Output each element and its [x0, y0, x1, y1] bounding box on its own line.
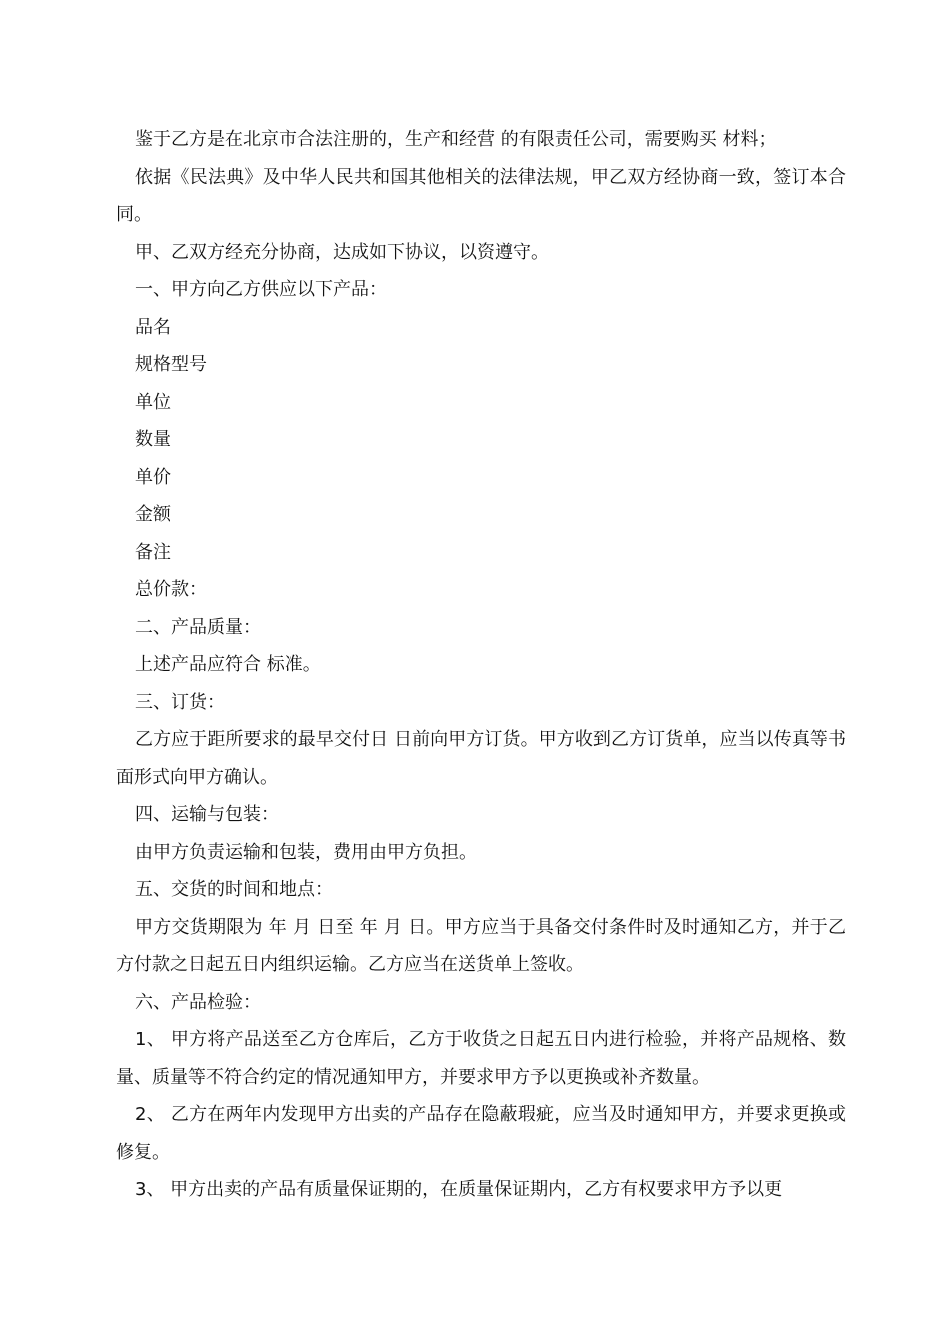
section-heading-ordering: 三、订货：: [135, 691, 225, 713]
legal-basis-paragraph: 依据《民法典》及中华人民共和国其他相关的法律法规，甲乙双方经协商一致，签订本合同。: [116, 166, 846, 225]
ordering-paragraph: 乙方应于距所要求的最早交付日 日前向甲方订货。甲方收到乙方订货单，应当以传真等书面形式向甲方确认。: [116, 729, 846, 788]
product-field-spec: 规格型号: [135, 354, 207, 375]
clause-intro-paragraph: 鉴于乙方是在北京市合法注册的，生产和经营 的有限责任公司，需要购买 材料；: [135, 129, 777, 150]
section-heading-quality: 二、产品质量：: [135, 616, 261, 638]
section-heading-inspection: 六、产品检验：: [135, 991, 261, 1013]
product-field-remarks: 备注: [135, 541, 171, 563]
product-field-name: 品名: [135, 316, 171, 338]
quality-paragraph: 上述产品应符合 标准。: [135, 654, 321, 675]
contract-body: [116, 121, 846, 1209]
agreement-paragraph: 甲、乙双方经充分协商，达成如下协议，以资遵守。: [135, 241, 549, 263]
product-field-amount: 金额: [135, 504, 171, 525]
section-heading-transport: 四、运输与包装：: [135, 804, 279, 825]
section-heading-delivery: 五、交货的时间和地点：: [135, 879, 333, 900]
total-price-line: 总价款：: [135, 579, 207, 600]
inspection-item-2: 2、 乙方在两年内发现甲方出卖的产品存在隐蔽瑕疵，应当及时通知甲方，并要求更换或修复。: [116, 1104, 846, 1163]
delivery-paragraph: 甲方交货期限为 年 月 日至 年 月 日。甲方应当于具备交付条件时及时通知乙方，并于乙方付款之日起五日内组织运输。乙方应当在送货单上签收。: [116, 916, 846, 975]
transport-paragraph: 由甲方负责运输和包装，费用由甲方负担。: [135, 841, 477, 863]
product-field-unit: 单位: [135, 391, 171, 413]
section-heading-products: 一、甲方向乙方供应以下产品：: [135, 279, 387, 300]
inspection-item-1: 1、 甲方将产品送至乙方仓库后，乙方于收货之日起五日内进行检验，并将产品规格、数量、质量等不符合约定的情况通知甲方，并要求甲方予以更换或补齐数量。: [116, 1029, 846, 1088]
inspection-item-3: 3、 甲方出卖的产品有质量保证期的，在质量保证期内，乙方有权要求甲方予以更: [135, 1179, 783, 1200]
product-field-unit-price: 单价: [135, 466, 171, 488]
product-field-quantity: 数量: [135, 429, 171, 450]
